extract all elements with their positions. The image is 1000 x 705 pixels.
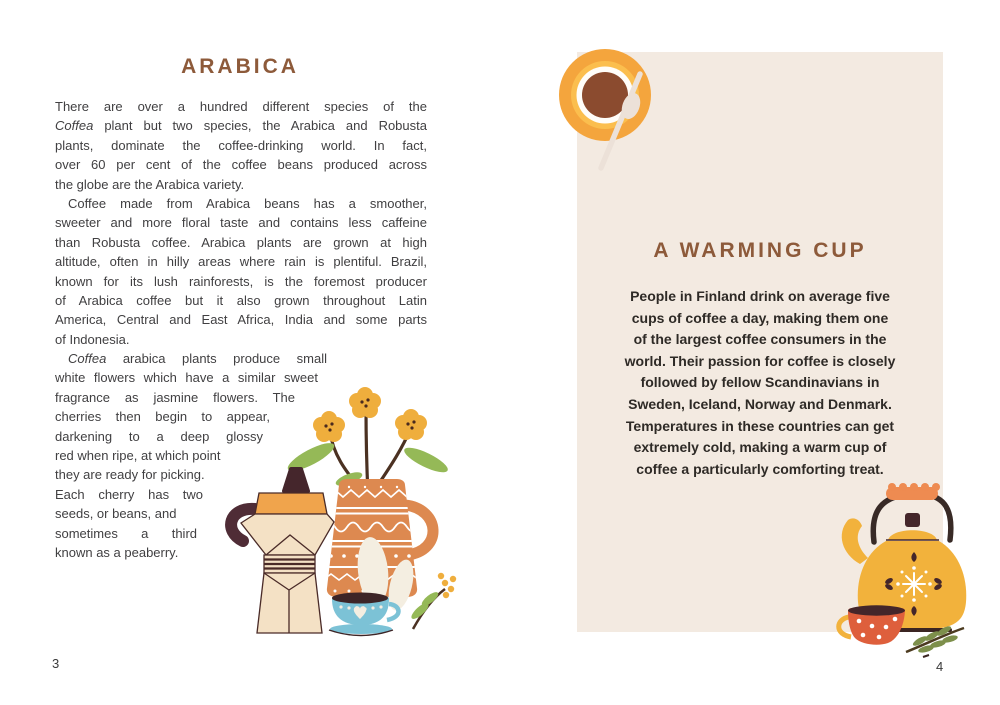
blue-cup — [329, 593, 399, 636]
text-line: than Robusta coffee. Arabica plants are grown at high — [55, 234, 427, 250]
text-line: sweeter and more floral taste and contains less caffeine — [55, 215, 427, 231]
text-line: Each cherry has two — [55, 486, 203, 502]
orange-vase — [323, 479, 433, 613]
text-line: coffee a particularly comforting treat. — [636, 460, 884, 477]
page-title-warming-cup: A WARMING CUP — [653, 239, 867, 262]
text-line: world. Their passion for coffee is closely — [624, 352, 896, 369]
paragraph-2 — [55, 194, 427, 349]
text-line: known as a peaberry. — [55, 544, 179, 560]
text-line: seeds, or beans, and — [55, 506, 177, 522]
text-line: of the largest coffee consumers in the — [633, 331, 887, 348]
text-line: altitude, often in hilly areas where rain is plentiful. Brazil, — [55, 254, 427, 270]
text-line: followed by fellow Scandinavians in — [640, 374, 880, 391]
text-line: Coffea plant but two species, the Arabica and Robusta — [55, 118, 427, 134]
text-line: fragrance as jasmine flowers. The — [55, 389, 295, 405]
polka-dot-cup — [839, 605, 905, 644]
text-line: plants, dominate the coffee-drinking world. In fact, — [55, 137, 427, 153]
text-line: Coffee made from Arabica beans has a smoother, — [68, 195, 427, 211]
handle-grip — [886, 483, 940, 500]
moka-knob — [284, 469, 308, 491]
text-line: white flowers which have a similar sweet — [55, 370, 318, 386]
text-line: Sweden, Iceland, Norway and Denmark. — [628, 395, 892, 412]
text-line: Coffea arabica plants produce small — [68, 351, 327, 367]
right-text-block — [590, 286, 930, 480]
moka-pot-vase-flowers-illustration — [213, 383, 463, 643]
paragraph-1 — [55, 97, 427, 194]
text-line: red when ripe, at which point — [55, 448, 221, 464]
text-line: darkening to a deep glossy — [55, 428, 263, 444]
text-line: sometimes a third — [55, 525, 197, 541]
page-number-left: 3 — [52, 656, 60, 671]
text-line: extremely cold, making a warm cup of — [633, 439, 887, 456]
yellow-flowers — [313, 387, 427, 442]
moka-pot — [231, 469, 334, 633]
text-line: There are over a hundred different species of the — [55, 99, 427, 114]
coffee-cup-top-view-illustration — [548, 38, 663, 188]
text-line: the globe are the Arabica variety. — [55, 176, 245, 192]
page-title-arabica: ARABICA — [181, 55, 299, 78]
text-line: cherries then begin to appear, — [55, 409, 270, 425]
kettle-illustration — [830, 480, 995, 660]
text-line: People in Finland drink on average five — [630, 288, 890, 304]
text-line: they are ready for picking. — [55, 467, 205, 483]
page-number-right: 4 — [936, 659, 944, 674]
text-line: cups of coffee a day, making them one — [631, 309, 889, 326]
text-line: Temperatures in these countries can get — [625, 417, 895, 434]
text-line: over 60 per cent of the coffee beans produced across — [55, 157, 427, 173]
text-line: known for its lush rainforests, is the foremost producer — [55, 273, 427, 289]
kettle-spout — [842, 518, 868, 564]
text-line: of Indonesia. — [55, 331, 130, 347]
lid-knob — [905, 513, 920, 527]
text-line: of Arabica coffee but it also grown throughout Latin — [55, 292, 427, 308]
text-line: America, Central and East Africa, India and some parts — [55, 312, 427, 328]
